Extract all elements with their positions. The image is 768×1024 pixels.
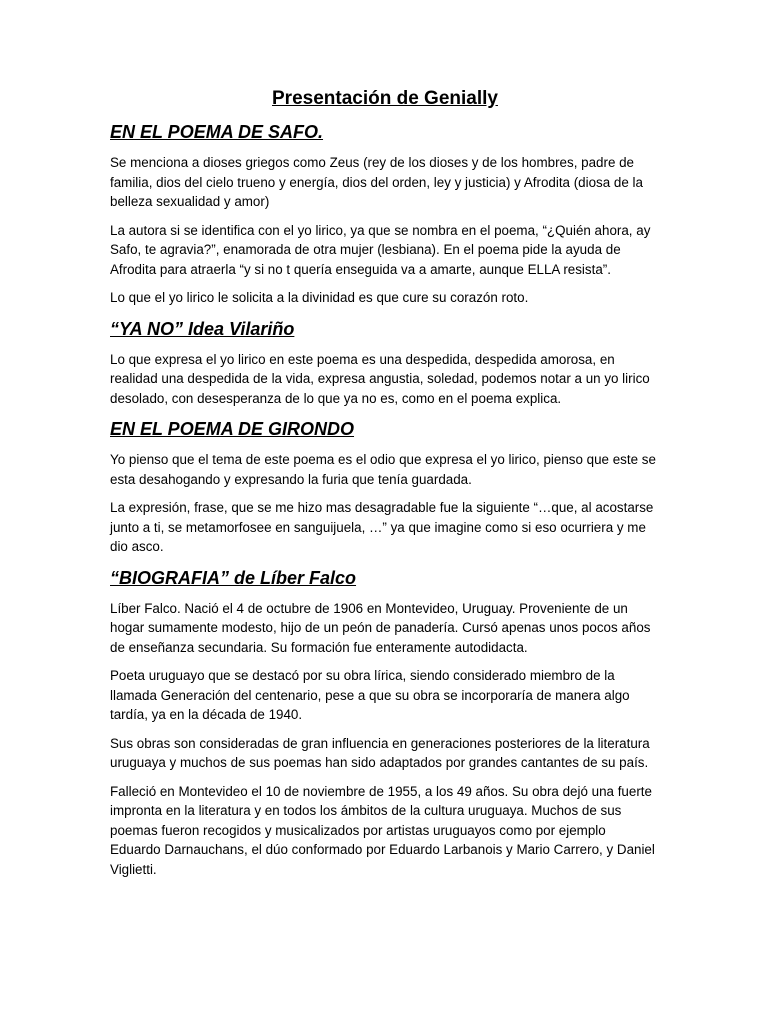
section-girondo [110,417,660,557]
section-ya-no [110,317,660,409]
paragraph: Líber Falco. Nació el 4 de octubre de 1906 en Montevideo, Uruguay. Proveniente de un hogar sumamente modesto, hijo de un peón de panadería. Cursó apenas unos pocos años de enseñanza secundaria. Su formación fue enteramente autodidacta. [110,600,651,655]
section-heading: EN EL POEMA DE GIRONDO [110,419,355,439]
paragraph: La expresión, frase, que se me hizo mas desagradable fue la siguiente “…que, al acostarse junto a ti, se metamorfosee en sanguijuela, …” ya que imagine como si eso ocurriera y me dio asco. [110,500,654,554]
paragraph: Yo pienso que el tema de este poema es el odio que expresa el yo lirico, pienso que este se esta desahogando y expresando la furia que tenía guardada. [110,452,656,487]
section-safo [110,120,660,308]
section-biografia [110,566,660,880]
paragraph: Poeta uruguayo que se destacó por su obra lírica, siendo considerado miembro de la llamada Generación del centenario, pese a que su obra se incorporaría de manera algo tardía, ya en la década de 1940. [110,668,630,722]
section-heading: EN EL POEMA DE SAFO. [110,122,324,142]
paragraph: Sus obras son consideradas de gran influencia en generaciones posteriores de la literatura uruguaya y muchos de sus poemas han sido adaptados por grandes cantantes de su país. [110,735,650,770]
paragraph: Falleció en Montevideo el 10 de noviembre de 1955, a los 49 años. Su obra dejó una fuerte impronta en la literatura y en todos los ámbitos de la cultura uruguaya. Muchos de sus poemas fueron recogidos y musicalizados por artistas uruguayos como por ejemplo Eduardo Darnauchans, el dúo conformado por Eduardo Larbanois y Mario Carrero, y Daniel Viglietti. [110,783,655,877]
paragraph: La autora si se identifica con el yo lirico, ya que se nombra en el poema, “¿Quién ahora, ay Safo, te agravia?”, enamorada de otra mujer (lesbiana). En el poema pide la ayuda de Afrodita para atraerla “y si no t quería enseguida va a amarte, aunque ELLA resista”. [110,222,651,277]
document-page [110,86,660,888]
section-heading: “YA NO” Idea Vilariño [110,318,295,339]
paragraph: Lo que el yo lirico le solicita a la divinidad es que cure su corazón roto. [110,290,529,305]
paragraph: Se menciona a dioses griegos como Zeus (rey de los dioses y de los hombres, padre de familia, dios del cielo trueno y energía, dios del orden, ley y justicia) y Afrodita (diosa de la belleza sexualidad y amor) [110,155,643,209]
paragraph: Lo que expresa el yo lirico en este poema es una despedida, despedida amorosa, en realidad una despedida de la vida, expresa angustia, soledad, podemos notar a un yo lirico desolado, con desesperanza de lo que ya no es, como en el poema explica. [110,351,650,406]
page-title: Presentación de Genially [272,88,498,109]
section-heading: “BIOGRAFIA” de Líber Falco [110,567,357,588]
